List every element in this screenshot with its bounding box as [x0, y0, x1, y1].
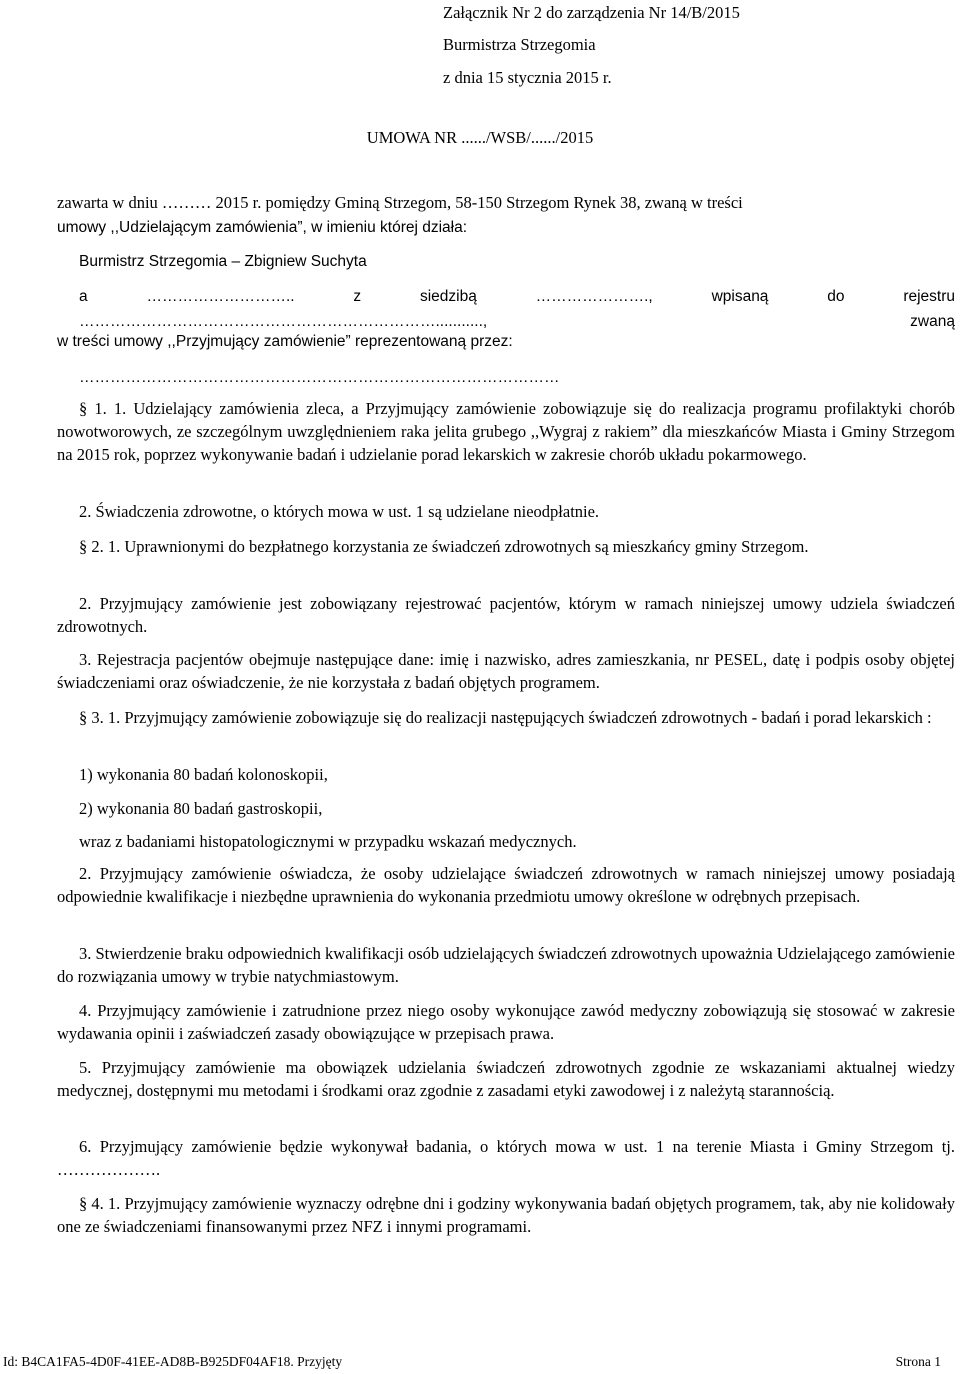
- intro-contractor-line: a ……………………….. z siedzibą …………………., wpisaną do rejestru: [79, 288, 955, 305]
- footer-page-number: Strona 1: [895, 1354, 941, 1369]
- section-1-paragraph-1: § 1. 1. Udzielający zamówienia zleca, a Przyjmujący zamówienie zobowiązuje się do realizacja programu profilaktyki chorób nowotworowych, ze szczególnym uwzględnieniem raka jelita grubego ,,Wygraj z rakiem” dla mieszkańców Miasta i Gminy Strzegom na 2015 rok, poprzez wykonywanie badań i udzielanie porad lekarskich w zakresie chorób układu pokarmowego.: [57, 399, 955, 464]
- section-3-paragraph-1: § 3. 1. Przyjmujący zamówienie zobowiązuje się do realizacji następujących świadczeń zdrowotnych - badań i porad lekarskich :: [79, 708, 932, 727]
- section-3-list-item-2: 2) wykonania 80 badań gastroskopii,: [79, 799, 323, 818]
- section-2-paragraph-2: 2. Przyjmujący zamówienie jest zobowiązany rejestrować pacjentów, którym w ramach niniejszej umowy udziela świadczeń zdrowotnych.: [57, 594, 955, 636]
- section-3-list-item-1: 1) wykonania 80 badań kolonoskopii,: [79, 765, 328, 784]
- intro-line-6: w treści umowy ,,Przyjmujący zamówienie” reprezentowaną przez:: [57, 333, 513, 350]
- page-title: UMOWA NR ....../WSB/....../2015: [366, 128, 594, 147]
- section-2-paragraph-3: 3. Rejestracja pacjentów obejmuje następujące dane: imię i nazwisko, adres zamieszkania, nr PESEL, datę i podpis osoby objętej świadczeniami oraz oświadczenie, że nie korzystała z badań objętych programem.: [57, 650, 955, 692]
- intro-representative-dots: …………………………………………………………………………………: [79, 369, 560, 386]
- intro-line-1: zawarta w dniu ……… 2015 r. pomiędzy Gminą Strzegom, 58-150 Strzegom Rynek 38, zwaną w treści: [57, 193, 743, 212]
- header-date-line: z dnia 15 stycznia 2015 r.: [443, 68, 612, 87]
- section-2-paragraph-1: § 2. 1. Uprawnionymi do bezpłatnego korzystania ze świadczeń zdrowotnych są mieszkańcy gminy Strzegom.: [79, 537, 809, 556]
- section-3-paragraph-5: 5. Przyjmujący zamówienie ma obowiązek udzielania świadczeń zdrowotnych zgodnie ze wskazaniami aktualnej wiedzy medycznej, dostępnymi mu metodami i środkami oraz zgodnie z zasadami etyki zawodowej i z należytą starannością.: [57, 1058, 955, 1100]
- section-3-paragraph-6: 6. Przyjmujący zamówienie będzie wykonywał badania, o których mowa w ust. 1 na terenie Miasta i Gminy Strzegom tj. ……………….: [57, 1137, 955, 1179]
- section-3-paragraph-4: 4. Przyjmujący zamówienie i zatrudnione przez niego osoby wykonujące zawód medyczny zobowiązują się stosować w zakresie wydawania opinii i zaświadczeń zasady obowiązujące w przepisach prawa.: [57, 1001, 955, 1043]
- intro-register-line: ……………………………………………………………..........., zwaną: [79, 313, 955, 330]
- intro-mayor-line: Burmistrz Strzegomia – Zbigniew Suchyta: [79, 253, 367, 270]
- intro-line-2: umowy ,,Udzielającym zamówienia”, w imieniu której działa:: [57, 219, 468, 236]
- section-1-paragraph-2: 2. Świadczenia zdrowotne, o których mowa w ust. 1 są udzielane nieodpłatnie.: [79, 502, 600, 521]
- footer-document-id: Id: B4CA1FA5-4D0F-41EE-AD8B-B925DF04AF18. Przyjęty: [3, 1354, 343, 1369]
- section-3-list-note: wraz z badaniami histopatologicznymi w przypadku wskazań medycznych.: [79, 832, 577, 851]
- header-attachment-line: Załącznik Nr 2 do zarządzenia Nr 14/B/2015: [443, 3, 740, 22]
- section-4-paragraph-1: § 4. 1. Przyjmujący zamówienie wyznaczy odrębne dni i godziny wykonywania badań objętych programem, tak, aby nie kolidowały one ze świadczeniami finansowanymi przez NFZ i innymi programami.: [57, 1194, 955, 1236]
- section-3-paragraph-2: 2. Przyjmujący zamówienie oświadcza, że osoby udzielające świadczeń zdrowotnych w ramach niniejszej umowy posiadają odpowiednie kwalifikacje i niezbędne uprawnienia do wykonania przedmiotu umowy określone w odrębnych przepisach.: [57, 864, 955, 906]
- section-3-paragraph-3: 3. Stwierdzenie braku odpowiednich kwalifikacji osób udzielających świadczeń zdrowotnych upoważnia Udzielającego zamówienie do rozwiązania umowy w trybie natychmiastowym.: [57, 944, 955, 986]
- header-mayor-line: Burmistrza Strzegomia: [443, 35, 596, 54]
